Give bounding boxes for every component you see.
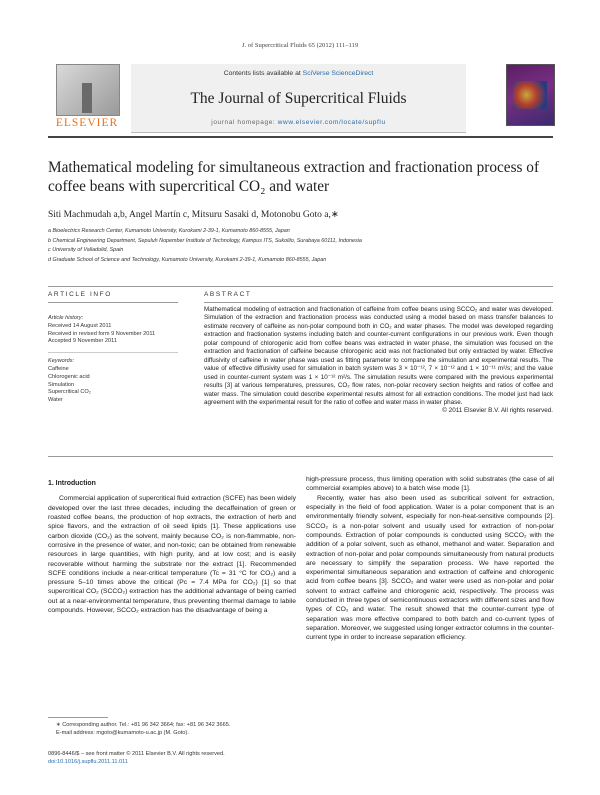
doi-link[interactable]: doi:10.1016/j.supflu.2011.11.011 (48, 759, 128, 766)
intro-paragraph-2: high-pressure process, thus limiting operation with solid substrates (the case of all commercial examples above) to a batch wise mode [1]. (306, 476, 554, 493)
history-received: Received 14 August 2011 (48, 322, 112, 329)
intro-paragraph-1: Commercial application of supercritical fluid extraction (SCFE) has been widely developed over the last three decades, including the decaffeination of green or roasted coffee beans, the production of hop extracts, the extraction of herb and spice flavors, and the extraction of oil seed lipids [1]. These applications use carbon dioxide (CO₂) as the solvent, mainly because CO₂ is non-flammable, non-corrosive in the presence of water, and non-toxic; can be obtained from renewable resources in large quantities, with high purity, and at low cost; and is easily recoverable without harming the substrate nor the extract [1]. Recommended SCFE conditions include a near-critical temperature (Tc = 31 °C for CO₂) and a pressure 5–10 times above the critical (Pc = 7.4 MPa for CO₂) [1] so that supercritical CO₂ (SCCO₂) extraction has the additional advantage of being carried out at a near-environmental temperature, thus preventing thermal damage to labile compounds. However, SCCO₂ extraction has the disadvantage of being a (48, 495, 296, 615)
sciencedirect-link[interactable]: SciVerse ScienceDirect (302, 70, 374, 77)
abstract-heading: ABSTRACT (204, 291, 252, 298)
homepage-link[interactable]: www.elsevier.com/locate/supflu (277, 119, 386, 126)
journal-header (48, 64, 553, 132)
keyword-item: Supercritical CO₂ (48, 389, 91, 396)
history-label: Article history: (48, 315, 84, 321)
journal-title: The Journal of Supercritical Fluids (190, 90, 407, 107)
footnote-rule (48, 717, 108, 718)
keyword-item: Chlorogenic acid (48, 373, 90, 380)
article-title: Mathematical modeling for simultaneous extraction and fractionation process of coffee beans with supercritical CO₂ and water (48, 159, 540, 195)
body-left-column (48, 479, 296, 615)
journal-homepage: journal homepage: www.elsevier.com/locate/supflu (211, 119, 386, 126)
article-authors: Siti Machmudah a,b, Angel Martín c, Mitsuru Sasaki d, Motonobu Goto a,∗ (48, 210, 339, 220)
elsevier-tree-icon (56, 64, 120, 116)
abstract (204, 306, 553, 416)
journal-banner (131, 64, 466, 133)
intro-paragraph-3: Recently, water has also been used as subcritical solvent for extraction, especially in the field of food application. Water is a polar component that is an environmentally friendly solvent, especially for non-heat-sensitive compounds [2]. SCCO₂ is a non-polar solvent and usually used for extraction of non-polar compounds. Extraction of polar compounds is conducted using SCCO₂ with the addition of a polar solvent, such as ethanol, methanol and water. Separation and extraction of non-polar and polar compounds simultaneously from natural products are necessary to simplify the separation process. We have reported the experimental simultaneous separation and extraction of caffeine and chlorogenic acid from coffee beans [3]. SCCO₂ and water were used as non-polar and polar solvent to extract caffeine and chlorogenic acid, respectively. The process was conducted in three types of semicontinuous extractors with different sizes and flow types of CO₂ and water. The result showed that the counter-current type of separation was more effective compared to both batch and co-current types of separation. Moreover, we suggested using longer extractor columns in the counter-current type in order to increase separation efficiency. (306, 494, 554, 642)
contents-availability: Contents lists available at SciVerse ScienceDirect (223, 70, 374, 77)
elsevier-wordmark: ELSEVIER (55, 117, 119, 129)
affiliation-rule (48, 286, 553, 287)
article-info-rule (48, 302, 178, 303)
affiliation-b: b Chemical Engineering Department, Sepuluh Nopember Institute of Technology, Kampus ITS, Sukolilo, Surabaya 60111, Indonesia (48, 237, 362, 244)
history-revised: Received in revised form 9 November 2011 (48, 330, 156, 337)
publication-info (48, 750, 308, 767)
affiliations (48, 227, 553, 265)
elsevier-logo (48, 64, 126, 132)
issn-line: 0896-8446/$ – see front matter © 2011 Elsevier B.V. All rights reserved. (48, 751, 225, 757)
affiliation-a: a Bioelectrics Research Center, Kumamoto University, Kurokami 2-39-1, Kumamoto 860-8555, Japan (48, 228, 290, 234)
keywords-rule (48, 352, 178, 353)
keyword-item: Water (48, 397, 63, 404)
abstract-text: Mathematical modeling of extraction and fractionation of caffeine from coffee beans using SCCO₂ and water was developed. Simulation of the extraction and fractionation process was conducted using a model based on mass transfer balances to estimate recovery of caffeine as non-polar compound both in CO₂ and water phases. The model was developed regarding extraction and fractionation systems including batch and counter-current configurations in our previous work. Even though polar compound of chlorogenic acid from coffee beans was extracted in water phase, the simulation was focused on the extraction and fractionation of caffeine because chlorogenic acid was not fractionated but only extracted by water. Effective diffusivity of caffeine in water phase was used as fitting parameter to compare the simulation and experimental results. The value of effective diffusivity used for simulation in batch system was 3 × 10⁻¹², 7 × 10⁻¹² and 1 × 10⁻¹¹ m²/s; and the value used in counter-current system was 1 × 10⁻¹² m²/s. The simulation results were compared with the previous experimental results [3] at various temperatures, pressures, CO₂ flow rates, non-polar recovery section heights and ratios of coffee and water mass. The simulation could describe experimental results almost for all extraction conditions. The model just had lack agreement with the experimental result for the ratio of coffee and water mass in water phase. (204, 306, 553, 406)
abstract-bottom-rule (48, 456, 553, 457)
corresponding-author-note: ∗ Corresponding author. Tel.: +81 96 342 3664; fax: +81 96 342 3665. (56, 722, 231, 728)
keyword-item: Simulation (48, 381, 75, 388)
article-info-heading: ARTICLE INFO (48, 291, 112, 298)
email-note[interactable]: E-mail address: mgoto@kumamoto-u.ac.jp (M. Goto). (56, 730, 189, 737)
article-info (48, 315, 178, 405)
journal-cover-thumbnail (506, 64, 555, 126)
header-rule (48, 136, 553, 138)
abstract-copyright: © 2011 Elsevier B.V. All rights reserved. (442, 407, 553, 415)
history-accepted: Accepted 9 November 2011 (48, 338, 117, 345)
journal-citation: J. of Supercritical Fluids 65 (2012) 111–119 (241, 42, 359, 49)
affiliation-c: c University of Valladolid, Spain (48, 247, 124, 254)
section-heading-introduction: 1. Introduction (48, 480, 96, 487)
abstract-rule (204, 302, 553, 303)
body-right-column (306, 475, 554, 643)
affiliation-d: d Graduate School of Science and Technology, Kumamoto University, Kurokami 2-39-1, Kumamoto 860-8555, Japan (48, 256, 327, 263)
keyword-item: Caffeine (48, 365, 69, 372)
footnotes (56, 721, 296, 738)
keywords-label: Keywords: (48, 358, 75, 365)
